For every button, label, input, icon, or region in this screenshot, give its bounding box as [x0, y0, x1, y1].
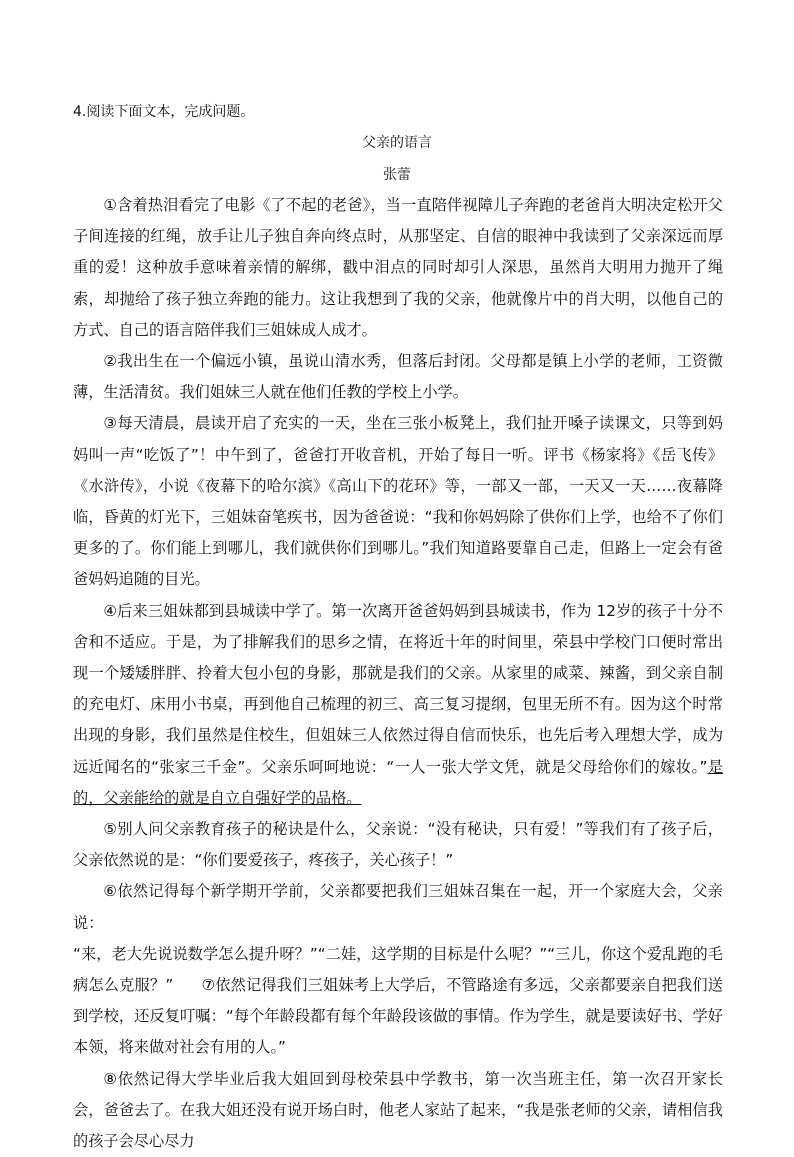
paragraph-7: ⑦依然记得我们三姐妹考上大学后，不管路途有多远，父亲都要亲自把我们送到学校，还反复叮嘱：“每个年龄段都有每个年龄段该做的事情。作为学生，就是要读好书、学好本领，将来做对社会有用的人。” [73, 976, 723, 1057]
paragraph-2: ②我出生在一个偏远小镇，虽说山清水秀，但落后封闭。父母都是镇上小学的老师，工资微薄，生活清贫。我们姐妹三人就在他们任教的学校上小学。 [73, 352, 723, 402]
paragraph-4-text: ④后来三姐妹都到县城读中学了。第一次离开爸爸妈妈到县城读书，作为 12岁的孩子十分不舍和不适应。于是，为了排解我们的思乡之情，在将近十年的时间里，荣县中学校门口便时常出现一个矮矮胖胖、拎着大包小包的身影，那就是我们的父亲。从家里的咸菜、辣酱，到父亲自制的充电灯、床用小书桌，再到他自己梳理的初三、高三复习提纲，包里无所不有。因为这个时常出现的身影，我们虽然是住校生，但姐妹三人依然过得自信而快乐，也先后考入理想大学，成为远近闻名的“张家三千金”。父亲乐呵呵地说：“一人一张大学文凭，就是父母给你们的嫁妆。” [73, 601, 723, 776]
paragraph-6 [73, 876, 723, 1063]
paragraph-6-quotes: “来，老大先说说数学怎么提升呀？”“二娃，这学期的目标是什么呢？”“三儿，你这个爱乱跑的毛病怎么克服？” [73, 944, 723, 995]
underlined-sentence: 是的，父亲能给的就是自立自强好学的品格。 [73, 757, 724, 807]
paragraph-1: ①含着热泪看完了电影《了不起的老爸》，当一直陪伴视障儿子奔跑的老爸肖大明决定松开父子间连接的红绳，放手让儿子独自奔向终点时，从那坚定、自信的眼神中我读到了父亲深远而厚重的爱！这种放手意味着亲情的解绑，戳中泪点的同时却引人深思，虽然肖大明用力抛开了绳索，却抛给了孩子独立奔跑的能力。这让我想到了我的父亲，他就像片中的肖大明，以他自己的方式、自己的语言陪伴我们三姐妹成人成才。 [73, 196, 723, 339]
paragraph-8: ⑧依然记得大学毕业后我大姐回到母校荣县中学教书，第一次当班主任，第一次召开家长会，爸爸去了。在我大姐还没有说开场白时，他老人家站了起来，“我是张老师的父亲，请相信我的孩子会尽心尽力 [73, 1069, 723, 1151]
article-author: 张蕾 [383, 167, 411, 183]
paragraph-4 [73, 596, 723, 814]
article-body [73, 190, 723, 1157]
paragraph-6-intro: ⑥依然记得每个新学期开学前，父亲都要把我们三姐妹召集在一起，开一个家庭大会，父亲说： [73, 882, 723, 932]
paragraph-5: ⑤别人问父亲教育孩子的秘诀是什么，父亲说：“没有秘诀，只有爱！”等我们有了孩子后，父亲依然说的是：“你们要爱孩子，疼孩子，关心孩子！” [73, 820, 723, 870]
article-title: 父亲的语言 [362, 135, 432, 151]
question-prompt: 4.阅读下面文本，完成问题。 [73, 104, 255, 120]
paragraph-3: ③每天清晨，晨读开启了充实的一天，坐在三张小板凳上，我们扯开嗓子读课文，只等到妈妈叫一声“吃饭了”！中午到了，爸爸打开收音机，开始了每日一听。评书《杨家将》《岳飞传》《水浒传》，小说《夜幕下的哈尔滨》《高山下的花环》等，一部又一部，一天又一天……夜幕降临，昏黄的灯光下，三姐妹奋笔疾书，因为爸爸说：“我和你妈妈除了供你们上学，也给不了你们更多的了。你们能上到哪儿，我们就供你们到哪儿。”我们知道路要靠自己走，但路上一定会有爸爸妈妈追随的目光。 [73, 414, 723, 589]
